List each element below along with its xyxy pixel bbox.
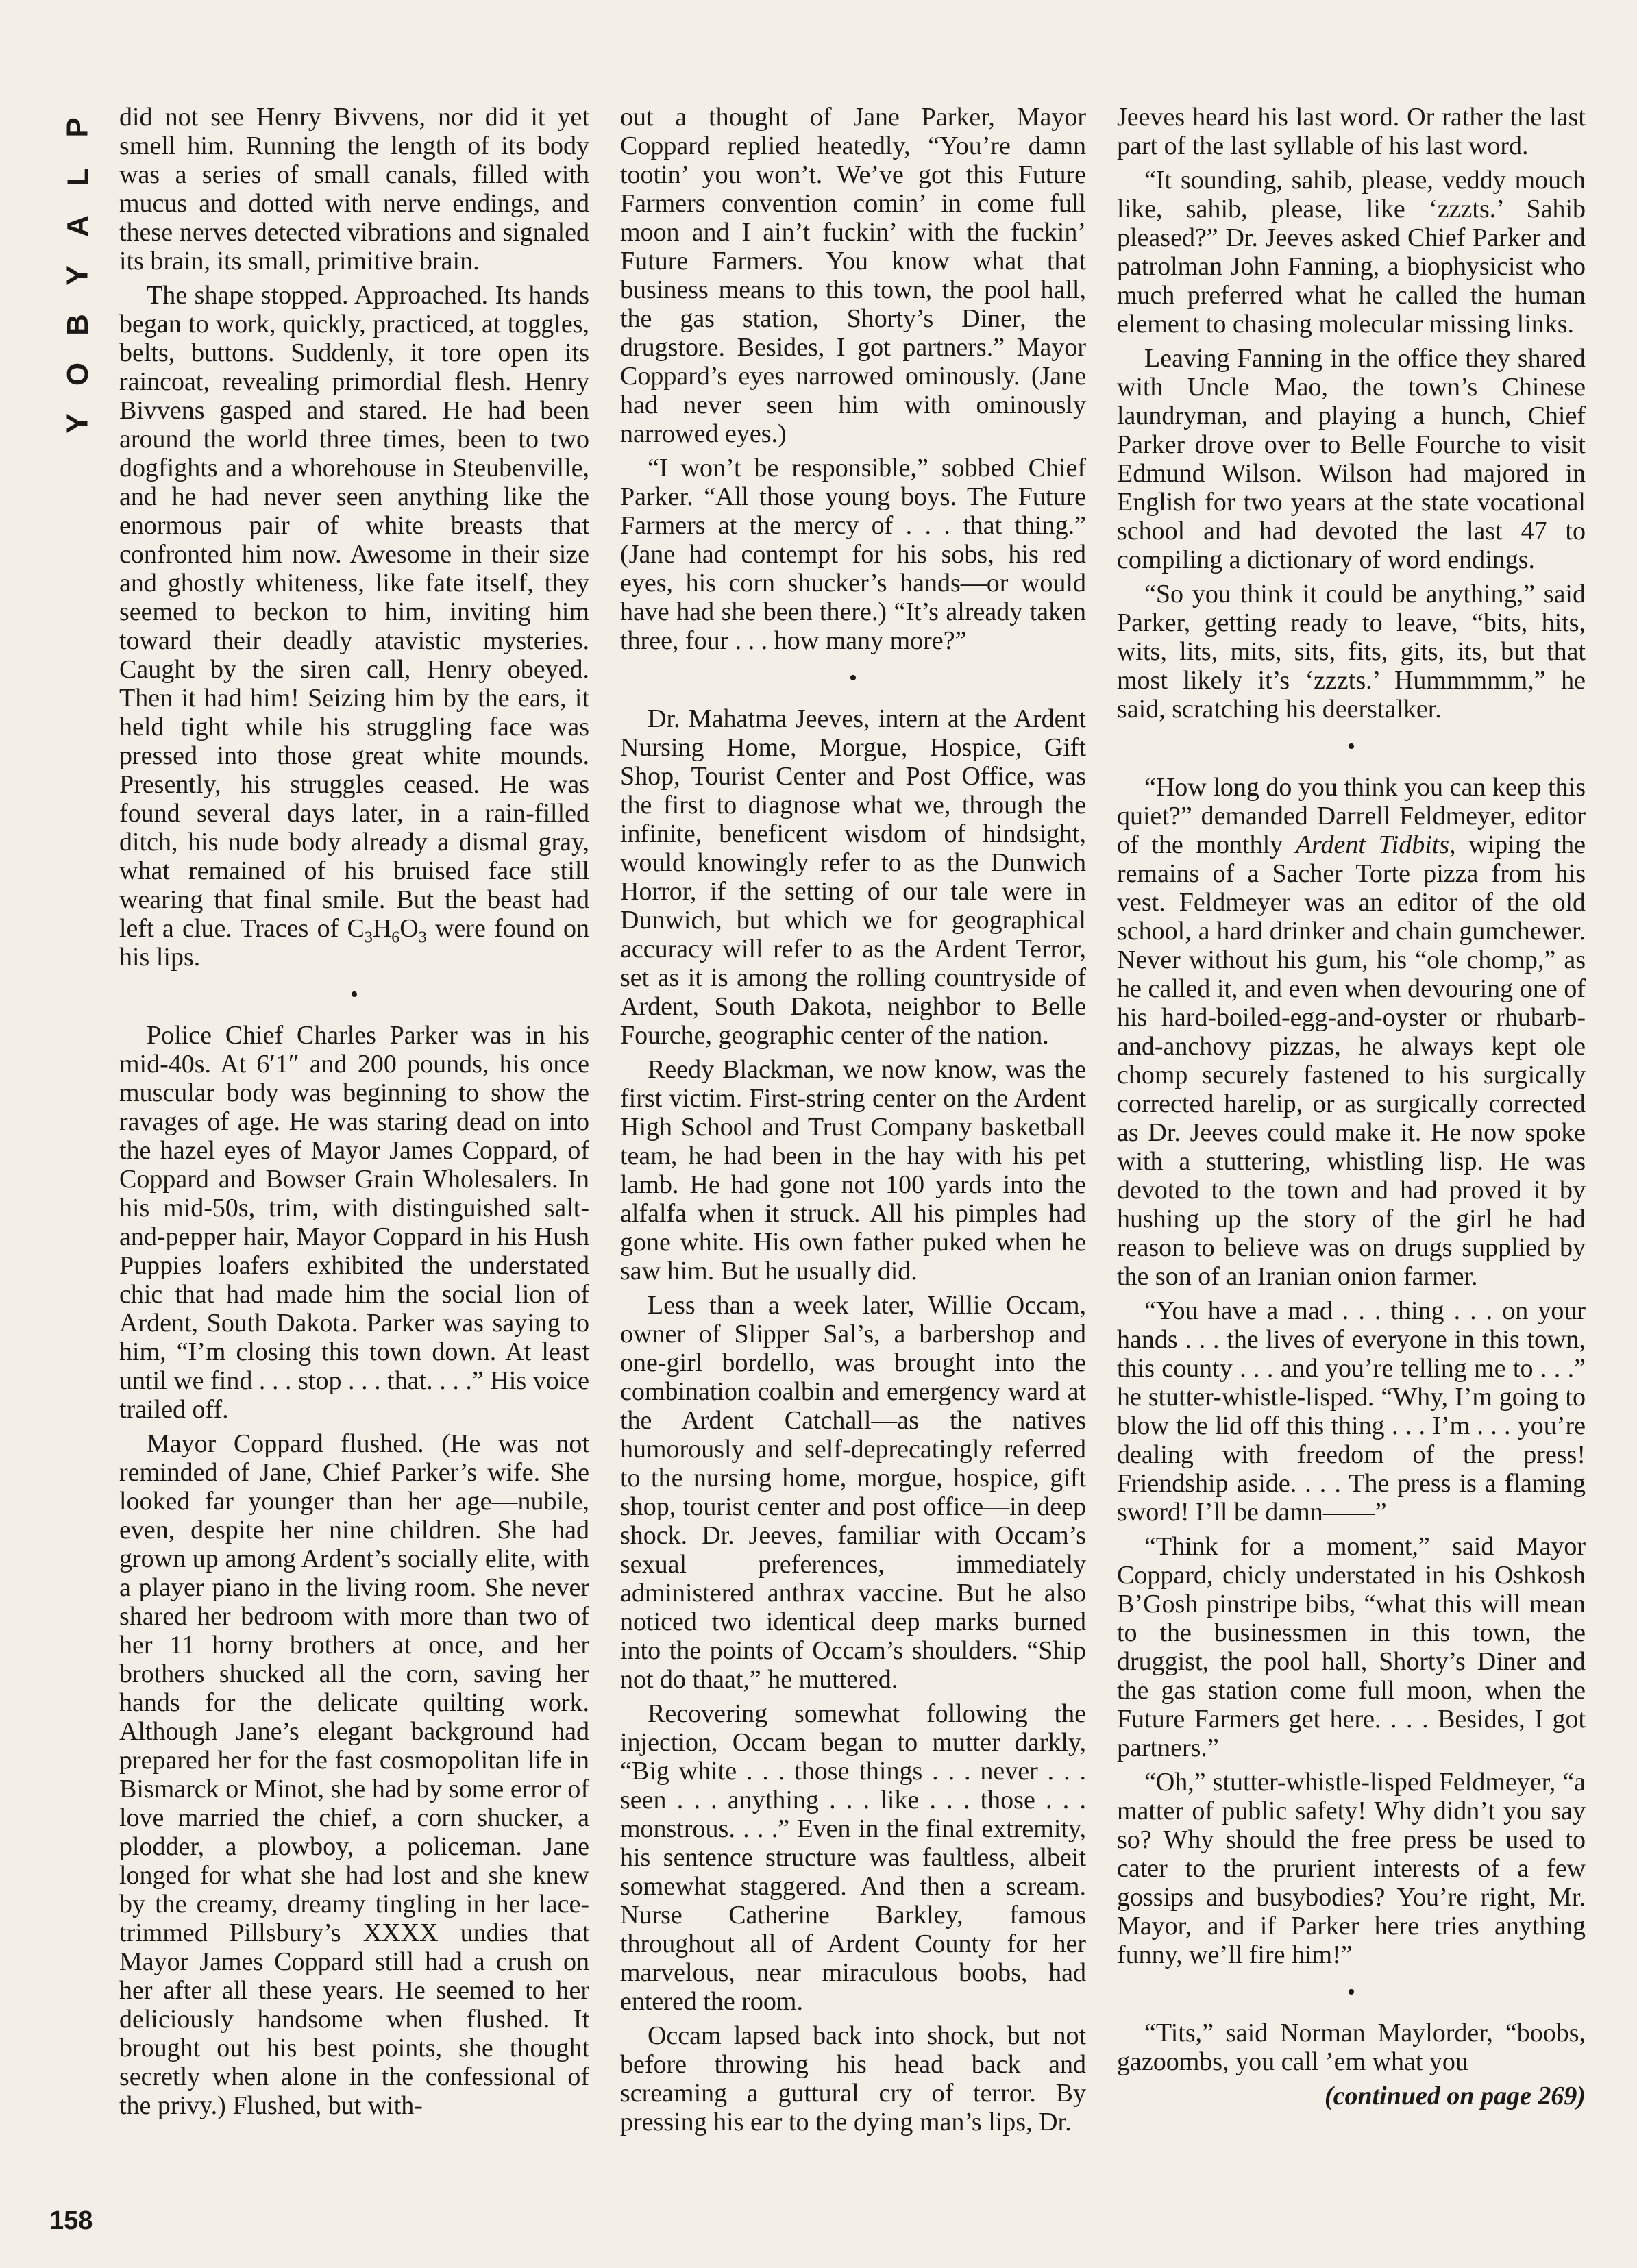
section-bullet: •	[1347, 734, 1355, 759]
paragraph: “Tits,” said Norman Maylorder, “boobs, gazoombs, you call ’em what you	[1117, 2019, 1586, 2076]
paragraph: “It sounding, sahib, please, veddy mouch like, sahib, please, like ‘zzzts.’ Sahib pleased?” Dr. Jeeves asked Chief Parker and patrolman John Fanning, a biophysicist who much preferred what he called the human element to chasing molecular missing links.	[1117, 166, 1586, 338]
section-bullet: •	[1347, 1980, 1355, 2005]
page-number: 158	[49, 2206, 93, 2235]
paragraph: “You have a mad . . . thing . . . on your hands . . . the lives of everyone in this town, this county . . . and you’re telling me to . . .” he stutter-whistle-lisped. “Why, I’m going to blow the lid off this thing . . . I’m . . . you’re dealing with freedom of the press! Friendship aside. . . . The press is a flaming sword! I’ll be damn——”	[1117, 1296, 1586, 1527]
masthead-letter: Y	[60, 264, 95, 286]
paragraph: did not see Henry Bivvens, nor did it yet smell him. Running the length of its body was a series of small canals, filled with mucus and dotted with nerve endings, and these nerves detected vibrations and signaled its brain, its small, primitive brain.	[119, 103, 589, 275]
paragraph: “Think for a moment,” said Mayor Coppard, chicly understated in his Oshkosh B’Gosh pinstripe bibs, “what this will mean to the businessmen in this town, the druggist, the pool hall, Shorty’s Diner and the gas station come full moon, when the Future Farmers get here. . . . Besides, I got partners.”	[1117, 1532, 1586, 1762]
publication-title: Ardent Tidbits,	[1295, 830, 1456, 859]
paragraph: “How long do you think you can keep this quiet?” demanded Darrell Feldmeyer, editor of the monthly Ardent Tidbits, wiping the remains of a Sacher Torte pizza from his vest. Feldmeyer was an editor of the old school, a hard drinker and chain gumchewer. Never without his gum, his “ole chomp,” as he called it, and even when devouring one of his hard-boiled-egg-and-oyster or rhubarb-and-anchovy pizzas, he always kept ole chomp securely fastened to his surgically corrected harelip, or as surgically corrected as Dr. Jeeves could make it. He now spoke with a stuttering, whistling lisp. He was devoted to the town and had proved it by hushing up the story of the girl he had reason to believe was on drugs supplied by the son of an Iranian onion farmer.	[1117, 773, 1586, 1291]
masthead-letter: Y	[60, 412, 95, 434]
paragraph: Occam lapsed back into shock, but not before throwing his head back and screaming a guttural cry of terror. By pressing his ear to the dying man’s lips, Dr.	[620, 2021, 1086, 2136]
section-bullet: •	[350, 982, 358, 1007]
masthead-letter: L	[60, 166, 95, 186]
masthead-letter: P	[60, 116, 95, 138]
masthead-letter: O	[60, 360, 95, 386]
chemical-formula: Traces of $C_3H_6O_3$ were found on his lips.	[119, 914, 589, 972]
column-2	[620, 103, 1086, 2142]
masthead-letter: A	[61, 214, 95, 237]
paragraph: Mayor Coppard flushed. (He was not reminded of Jane, Chief Parker’s wife. She looked far younger than her age—nubile, even, despite her nine children. She had grown up among Ardent’s socially elite, with a player piano in the living room. She never shared her bedroom with more than two of her 11 horny brothers at once, and her brothers shucked all the corn, saving her hands for the delicate quilting work. Although Jane’s elegant background had prepared her for the fast cosmopolitan life in Bismarck or Minot, she had by some error of love married the chief, a corn shucker, a plodder, a plowboy, a policeman. Jane longed for what she had lost and she knew by the creamy, dreamy tingling in her lace-trimmed Pillsbury’s XXXX undies that Mayor James Coppard still had a crush on her after all these years. He seemed to her deliciously handsome when flushed. It brought out his best points, she thought secretly when alone in the confessional of the privy.) Flushed, but with-	[119, 1429, 589, 2120]
paragraph: Jeeves heard his last word. Or rather the last part of the last syllable of his last word.	[1117, 103, 1586, 160]
paragraph: out a thought of Jane Parker, Mayor Coppard replied heatedly, “You’re damn tootin’ you won’t. We’ve got this Future Farmers convention comin’ in come full moon and I ain’t fuckin’ with the fuckin’ Future Farmers. You know what that business means to this town, the pool hall, the gas station, Shorty’s Diner, the drugstore. Besides, I got partners.” Mayor Coppard’s eyes narrowed ominously. (Jane had never seen him with ominously narrowed eyes.)	[620, 103, 1086, 448]
masthead-vertical	[58, 110, 99, 440]
column-1	[119, 103, 589, 2125]
paragraph-text: The shape stopped. Approached. Its hands began to work, quickly, practiced, at toggles, belts, buttons. Suddenly, it tore open its raincoat, revealing primordial flesh. Henry Bivvens gasped and stared. He had been around the world three times, been to two dogfights and a whorehouse in Steubenville, and he had never seen anything like the enormous pair of white breasts that confronted him now. Awesome in their size and ghostly whiteness, like fate itself, they seemed to beckon to him, inviting him toward their deadly atavistic mysteries. Caught by the siren call, Henry obeyed. Then it had him! Seizing him by the ears, it held tight while his struggling face was pressed into those great white mounds. Presently, his struggles ceased. He was found several days later, in a rain-filled ditch, his nude body already a dismal gray, what remained of his bruised face still wearing that final smile. But the beast had left a clue.	[119, 281, 589, 943]
section-bullet: •	[849, 665, 857, 691]
paragraph: “I won’t be responsible,” sobbed Chief Parker. “All those young boys. The Future Farmers at the mercy of . . . that thing.” (Jane had contempt for his sobs, his red eyes, his corn shucker’s hands—or would have had she been there.) “It’s already taken three, four . . . how many more?”	[620, 454, 1086, 655]
paragraph: Reedy Blackman, we now know, was the first victim. First-string center on the Ardent High School and Trust Company basketball team, he had been in the hay with his pet lamb. He had gone not 100 yards into the alfalfa when it struck. All his pimples had gone white. His own father puked when he saw him. But he usually did.	[620, 1055, 1086, 1285]
continued-note: (continued on page 269)	[1324, 2082, 1586, 2110]
masthead-letter: B	[61, 312, 95, 336]
paragraph	[119, 281, 589, 972]
paragraph: Leaving Fanning in the office they shared with Uncle Mao, the town’s Chinese laundryman, and playing a hunch, Chief Parker drove over to Belle Fourche to visit Edmund Wilson. Wilson had majored in English for two years at the state vocational school and had devoted the last 47 to compiling a dictionary of word endings.	[1117, 344, 1586, 574]
paragraph: Less than a week later, Willie Occam, owner of Slipper Sal’s, a barbershop and one-girl bordello, was brought into the combination coalbin and emergency ward at the Ardent Catchall—as the natives humorously and self-deprecatingly referred to the nursing home, morgue, hospice, gift shop, tourist center and post office—in deep shock. Dr. Jeeves, familiar with Occam’s sexual preferences, immediately administered anthrax vaccine. But he also noticed two identical deep marks burned into the points of Occam’s shoulders. “Ship not do thaat,” he muttered.	[620, 1291, 1086, 1694]
paragraph: “Oh,” stutter-whistle-lisped Feldmeyer, “a matter of public safety! Why didn’t you say so? Why should the free press be used to cater to the prurient interests of a few gossips and busybodies? You’re right, Mr. Mayor, and if Parker here tries anything funny, we’ll fire him!”	[1117, 1768, 1586, 1969]
paragraph: Police Chief Charles Parker was in his mid-40s. At 6′1″ and 200 pounds, his once muscular body was beginning to show the ravages of age. He was staring dead on into the hazel eyes of Mayor James Coppard, of Coppard and Bowser Grain Wholesalers. In his mid-50s, trim, with distinguished salt-and-pepper hair, Mayor Coppard in his Hush Puppies loafers exhibited the understated chic that had made him the social lion of Ardent, South Dakota. Parker was saying to him, “I’m closing this town down. At least until we find . . . stop . . . that. . . .” His voice trailed off.	[119, 1021, 589, 1424]
column-3	[1117, 103, 1586, 2116]
paragraph: Dr. Mahatma Jeeves, intern at the Ardent Nursing Home, Morgue, Hospice, Gift Shop, Tourist Center and Post Office, was the first to diagnose what we, through the infinite, beneficent wisdom of hindsight, would knowingly refer to as the Dunwich Horror, if the setting of our tale were in Dunwich, but which we for geographical accuracy will refer to as the Ardent Terror, set as it is among the rolling countryside of Ardent, South Dakota, neighbor to Belle Fourche, geographic center of the nation.	[620, 704, 1086, 1050]
paragraph: Recovering somewhat following the injection, Occam began to mutter darkly, “Big white . . . those things . . . never . . . seen . . . anything . . . like . . . those . . . monstrous. . . .” Even in the final extremity, his sentence structure was faultless, albeit somewhat staggered. And then a scream. Nurse Catherine Barkley, famous throughout all of Ardent County for her marvelous, near miraculous boobs, had entered the room.	[620, 1699, 1086, 2016]
paragraph: “So you think it could be anything,” said Parker, getting ready to leave, “bits, hits, wits, lits, mits, sits, fits, gits, its, but that most likely it’s ‘zzzts.’ Hummmmm,” he said, scratching his deerstalker.	[1117, 580, 1586, 724]
